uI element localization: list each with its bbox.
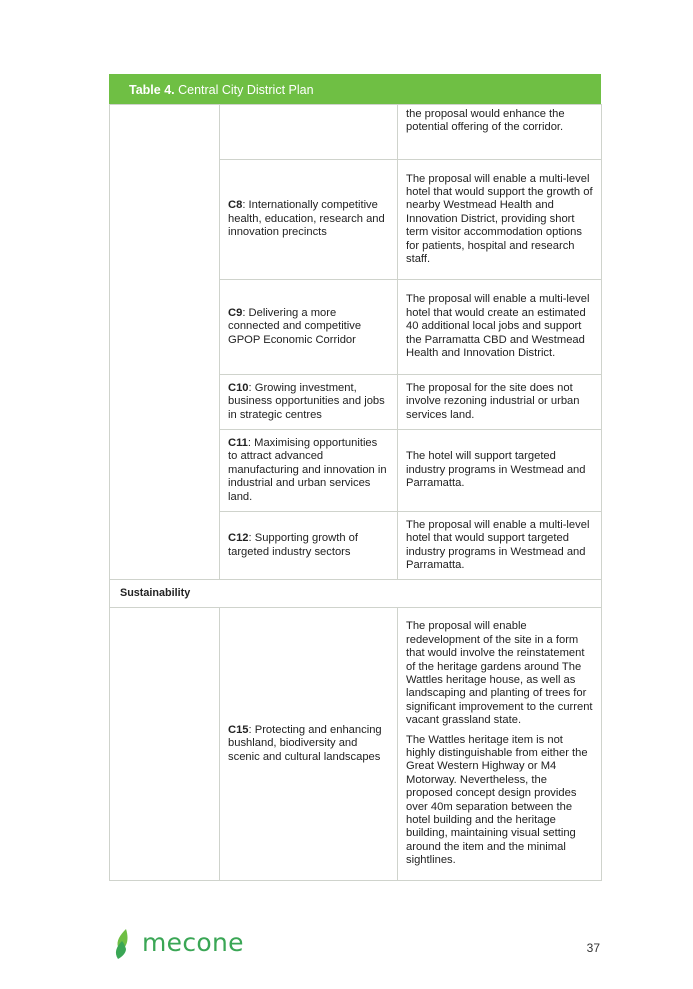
objective-text: : Growing investment, business opportunities and jobs in strategic centres [228,381,385,421]
section-title: Sustainability [110,580,602,608]
response-cell [398,160,602,280]
table-title [109,74,601,104]
empty-cell [110,105,220,580]
response-text: The proposal for the site does not involve rezoning industrial or urban services land. [406,381,580,421]
objective-cell [220,160,398,280]
objective-text: : Delivering a more connected and competitive GPOP Economic Corridor [228,306,362,346]
response-text: The hotel will support targeted industry programs in Westmead and Parramatta. [406,450,586,490]
objective-code: C10 [228,381,249,394]
objective-code: C11 [228,436,248,449]
objective-text: : Maximising opportunities to attract advanced manufacturing and innovation in industrial and urban services land. [228,436,387,503]
table-row [110,608,602,881]
objective-code: C12 [228,532,249,545]
objective-cell [220,105,398,160]
section-row [110,580,602,608]
response-cell [398,512,602,580]
objective-code: C9 [228,306,243,319]
response-text: The proposal will enable a multi-level hotel that would support the growth of nearby Westmead Health and Innovation District, providing short term visitor accommodation options for patients, hospital and research staff. [406,172,593,266]
page-number: 37 [586,941,600,955]
response-cell [398,280,602,375]
response-text: The proposal will enable a multi-level hotel that would create an estimated 40 additional local jobs and support the Parramatta CBD and Westmead Health and Innovation District. [406,293,590,360]
table-title-label: Table 4. [129,83,175,97]
response-cell [398,608,602,881]
response-cell [398,430,602,512]
objective-text: : Internationally competitive health, education, research and innovation precincts [228,199,385,239]
plan-table [109,74,601,881]
response-text: The proposal will enable redevelopment of the site in a form that would involve the reinstatement of the heritage gardens around The Wattles heritage house, as well as landscaping and planting of trees for significant improvement to the current vacant grassland state. [406,620,593,727]
objective-cell [220,512,398,580]
objective-code: C15 [228,723,249,736]
response-text: The proposal will enable a multi-level hotel that would support targeted industry programs in Westmead and Parramatta. [406,518,590,571]
mecone-logo [112,925,252,965]
objective-text: : Supporting growth of targeted industry sectors [228,532,358,558]
objective-code: C8 [228,199,243,212]
objective-cell [220,280,398,375]
response-cell [398,105,602,160]
empty-cell [110,608,220,881]
logo-text: mecone [142,928,244,957]
objective-cell [220,375,398,430]
table-body [109,104,602,881]
objective-cell [220,430,398,512]
objective-text: : Protecting and enhancing bushland, biodiversity and scenic and cultural landscapes [228,723,382,763]
response-text: the proposal would enhance the potential offering of the corridor. [406,108,565,134]
response-text: The Wattles heritage item is not highly distinguishable from either the Great Western Highway or M4 Motorway. Nevertheless, the proposed concept design provides over 40m separation between the hotel building and the heritage building, maintaining visual setting around the item and the minimal sightlines. [406,733,588,867]
objective-cell [220,608,398,881]
response-cell [398,375,602,430]
table-title-text: Central City District Plan [174,83,314,97]
leaf-icon [112,927,140,961]
table-row [110,105,602,160]
